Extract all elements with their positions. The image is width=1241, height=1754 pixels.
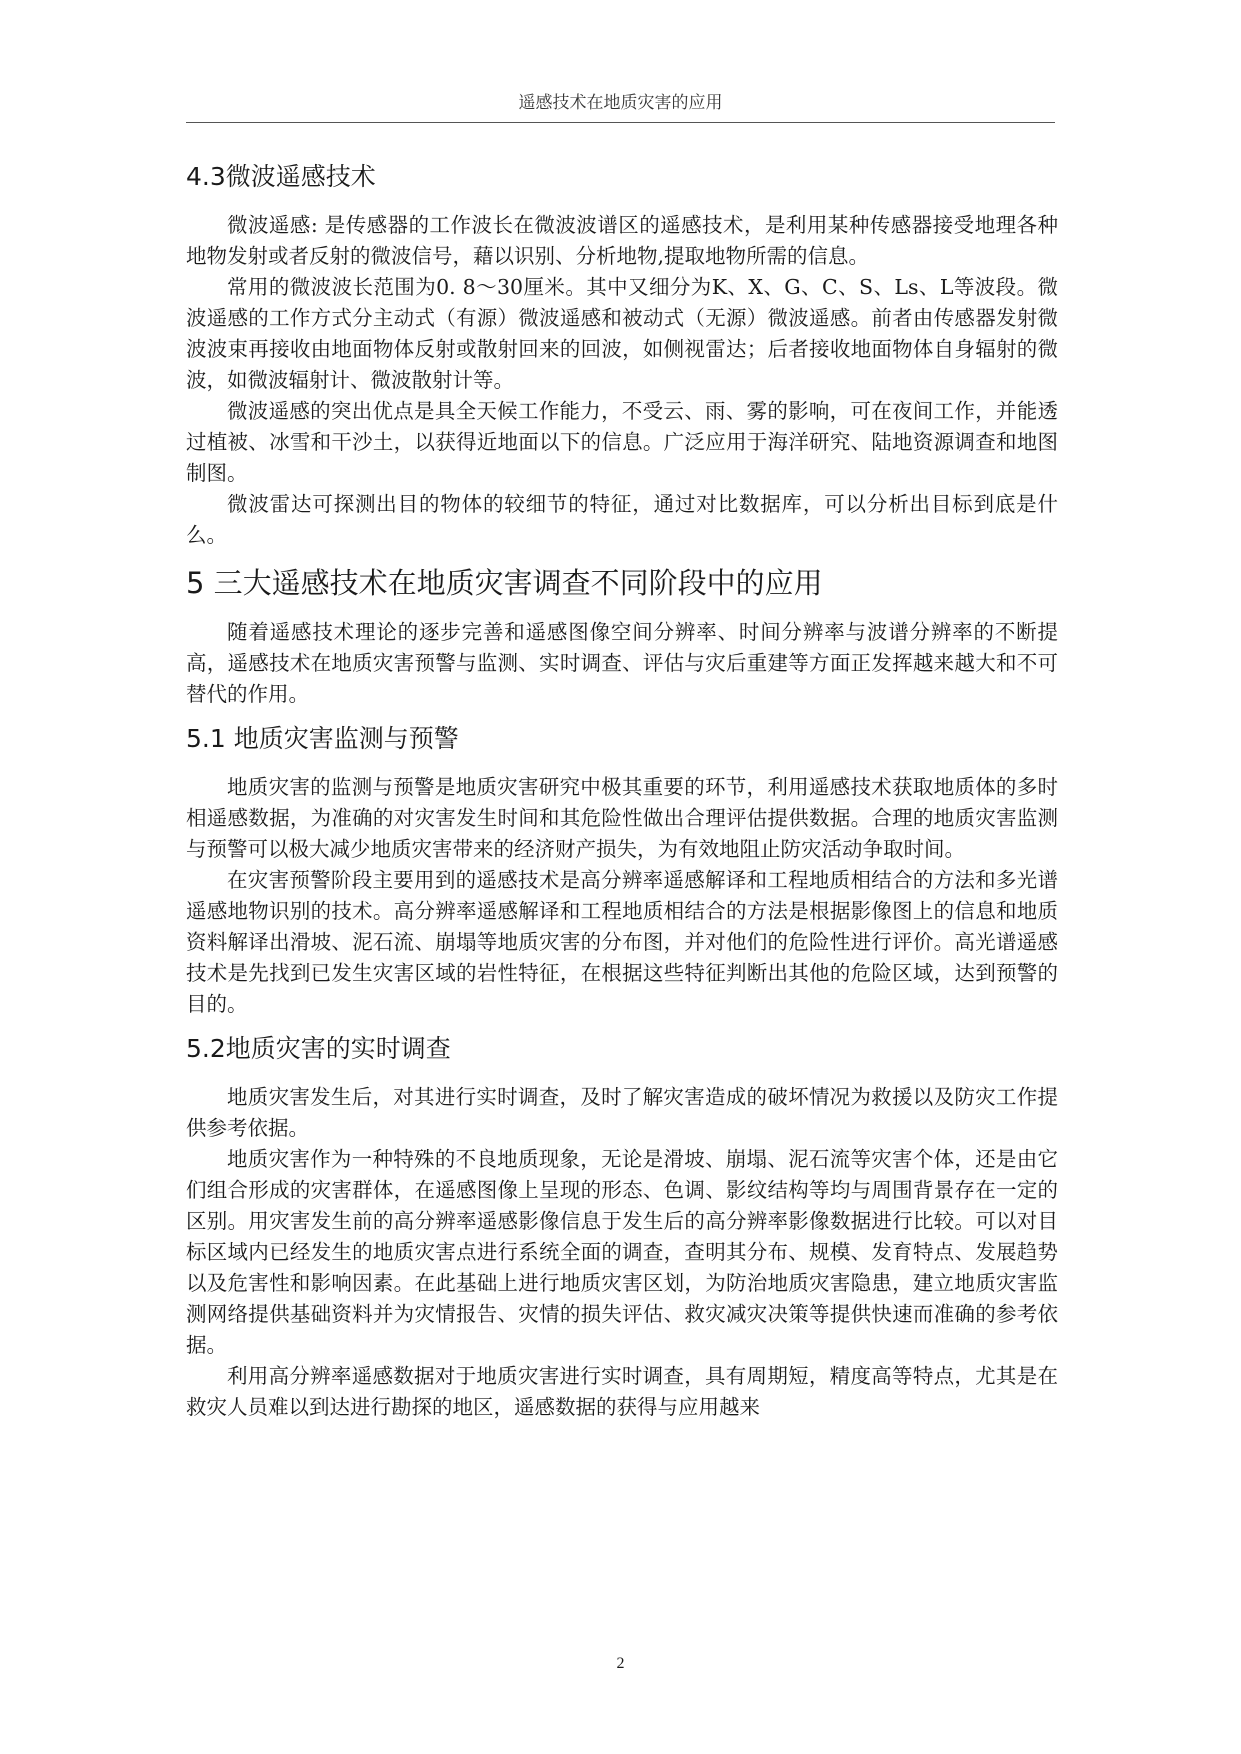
section-heading: 5.1 地质灾害监测与预警 [186, 724, 459, 753]
section-5-1 [186, 720, 1058, 1020]
section-heading: 4.3微波遥感技术 [186, 162, 376, 191]
running-header: 遥感技术在地质灾害的应用 [518, 93, 723, 113]
chapter-heading: 5 三大遥感技术在地质灾害调查不同阶段中的应用 [186, 566, 823, 600]
header-rule [186, 122, 1055, 123]
paragraph: 地质灾害发生后，对其进行实时调查，及时了解灾害造成的破坏情况为救援以及防灾工作提供参考依据。 [186, 1085, 1058, 1140]
section-4-3 [186, 158, 1058, 551]
paragraph: 地质灾害作为一种特殊的不良地质现象，无论是滑坡、崩塌、泥石流等灾害个体，还是由它们组合形成的灾害群体，在遥感图像上呈现的形态、色调、影纹结构等均与周围背景存在一定的区别。用灾害发生前的高分辨率遥感影像信息于发生后的高分辨率影像数据进行比较。可以对目标区域内已经发生的地质灾害点进行系统全面的调查，查明其分布、规模、发育特点、发展趋势以及危害性和影响因素。在此基础上进行地质灾害区划，为防治地质灾害隐患，建立地质灾害监测网络提供基础资料并为灾情报告、灾情的损失评估、救灾减灾决策等提供快速而准确的参考依据。 [186, 1147, 1058, 1357]
paragraph: 常用的微波波长范围为0. 8～30厘米。其中又细分为K、X、G、C、S、Ls、L等波段。微波遥感的工作方式分主动式（有源）微波遥感和被动式（无源）微波遥感。前者由传感器发射微波波束再接收由地面物体反射或散射回来的回波，如侧视雷达；后者接收地面物体自身辐射的微波，如微波辐射计、微波散射计等。 [186, 275, 1058, 392]
section-heading: 5.2地质灾害的实时调查 [186, 1034, 451, 1063]
paragraph: 微波遥感的突出优点是具全天候工作能力，不受云、雨、雾的影响，可在夜间工作，并能透过植被、冰雪和干沙土，以获得近地面以下的信息。广泛应用于海洋研究、陆地资源调查和地图制图。 [186, 399, 1058, 485]
page-body [186, 158, 1058, 1433]
section-5 [186, 561, 1058, 710]
page-number: 2 [616, 1655, 625, 1672]
paragraph: 在灾害预警阶段主要用到的遥感技术是高分辨率遥感解译和工程地质相结合的方法和多光谱遥感地物识别的技术。高分辨率遥感解译和工程地质相结合的方法是根据影像图上的信息和地质资料解译出滑坡、泥石流、崩塌等地质灾害的分布图，并对他们的危险性进行评价。高光谱遥感技术是先找到已发生灾害区域的岩性特征，在根据这些特征判断出其他的危险区域，达到预警的目的。 [186, 868, 1058, 1016]
paragraph: 微波遥感: 是传感器的工作波长在微波波谱区的遥感技术，是利用某种传感器接受地理各种地物发射或者反射的微波信号，藉以识别、分析地物,提取地物所需的信息。 [186, 213, 1058, 268]
paragraph: 地质灾害的监测与预警是地质灾害研究中极其重要的环节，利用遥感技术获取地质体的多时相遥感数据，为准确的对灾害发生时间和其危险性做出合理评估提供数据。合理的地质灾害监测与预警可以极大减少地质灾害带来的经济财产损失，为有效地阻止防灾活动争取时间。 [186, 775, 1058, 861]
section-5-2 [186, 1030, 1058, 1423]
paragraph: 微波雷达可探测出目的物体的较细节的特征，通过对比数据库，可以分析出目标到底是什么。 [186, 492, 1058, 547]
paragraph: 随着遥感技术理论的逐步完善和遥感图像空间分辨率、时间分辨率与波谱分辨率的不断提高，遥感技术在地质灾害预警与监测、实时调查、评估与灾后重建等方面正发挥越来越大和不可替代的作用。 [186, 620, 1058, 706]
paragraph: 利用高分辨率遥感数据对于地质灾害进行实时调查，具有周期短，精度高等特点，尤其是在救灾人员难以到达进行勘探的地区，遥感数据的获得与应用越来 [186, 1364, 1058, 1419]
